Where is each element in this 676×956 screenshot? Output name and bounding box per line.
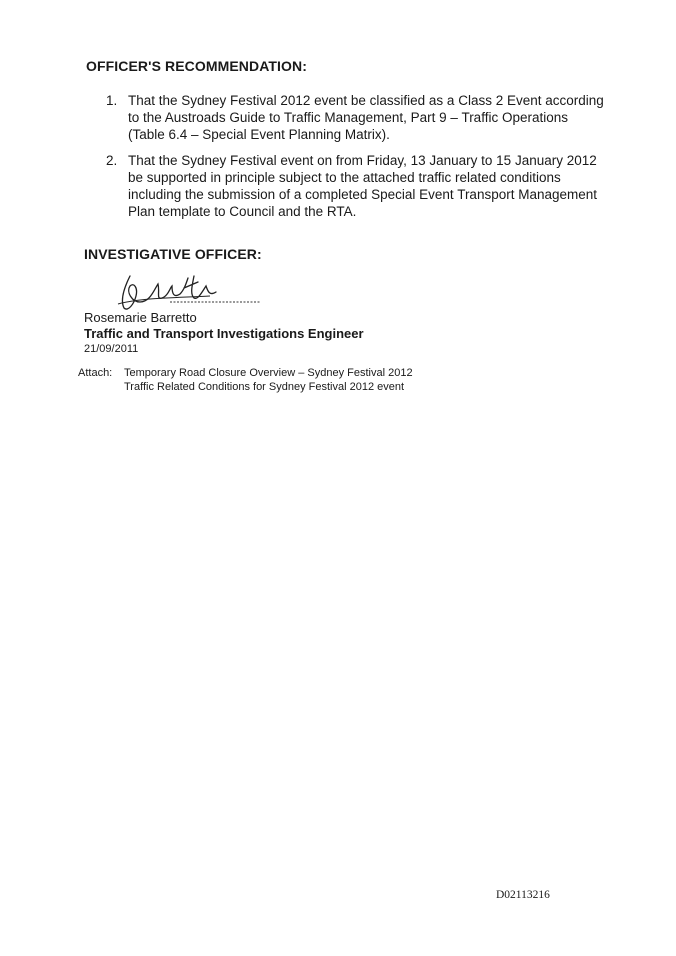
item-line: That the Sydney Festival 2012 event be classified as a Class 2 Event according <box>128 93 604 108</box>
attach-label: Attach: <box>78 367 113 379</box>
officer-heading: INVESTIGATIVE OFFICER: <box>84 246 262 262</box>
signature-image <box>110 268 270 316</box>
item-line: be supported in principle subject to the attached traffic related conditions <box>128 170 561 185</box>
item-line: to the Austroads Guide to Traffic Management, Part 9 – Traffic Operations <box>128 110 568 125</box>
officer-title: Traffic and Transport Investigations Engineer <box>84 326 364 341</box>
item-number: 2. <box>106 153 118 168</box>
attachment-item: Traffic Related Conditions for Sydney Festival 2012 event <box>124 381 405 393</box>
officer-date: 21/09/2011 <box>84 343 139 355</box>
item-number: 1. <box>106 93 118 108</box>
attachment-item: Temporary Road Closure Overview – Sydney Festival 2012 <box>124 367 413 379</box>
item-line: That the Sydney Festival event on from Friday, 13 January to 15 January 2012 <box>128 153 597 168</box>
recommendation-item-1 <box>106 92 646 144</box>
officer-name: Rosemarie Barretto <box>84 310 197 325</box>
item-line: (Table 6.4 – Special Event Planning Matrix). <box>128 127 390 142</box>
item-line: including the submission of a completed Special Event Transport Management <box>128 187 598 202</box>
document-number: D02113216 <box>496 889 550 901</box>
recommendation-heading: OFFICER'S RECOMMENDATION: <box>86 58 308 74</box>
item-line: Plan template to Council and the RTA. <box>128 204 357 219</box>
recommendation-item-2 <box>106 152 646 222</box>
